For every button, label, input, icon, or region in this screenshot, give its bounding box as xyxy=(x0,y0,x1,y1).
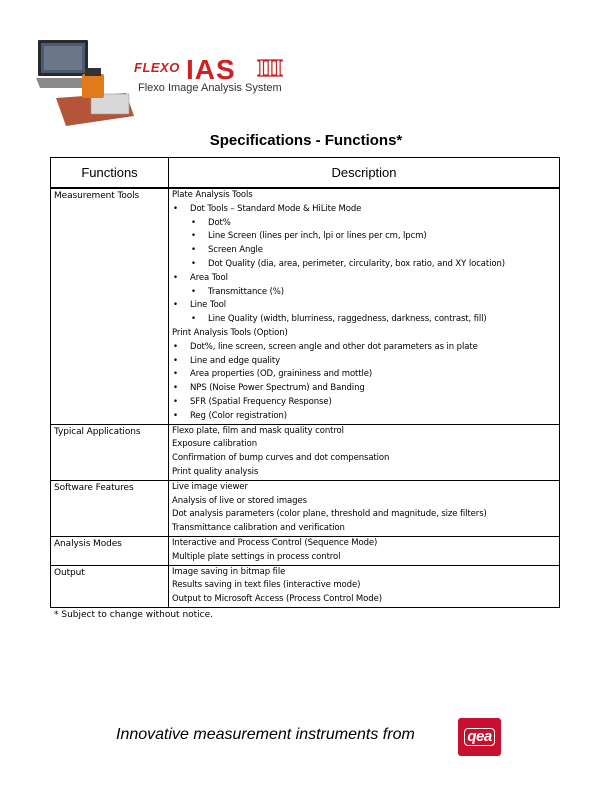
table-row xyxy=(51,536,560,565)
table-body xyxy=(51,188,560,607)
description-line: • Area properties (OD, graininess and mottle) xyxy=(172,368,556,382)
table-row xyxy=(51,565,560,607)
description-line: • Transmittance (%) xyxy=(172,286,556,300)
description-line: • Dot%, line screen, screen angle and other dot parameters as in plate xyxy=(172,341,556,355)
description-line: • Dot Quality (dia, area, perimeter, circularity, box ratio, and XY location) xyxy=(172,258,556,272)
description-line: Output to Microsoft Access (Process Control Mode) xyxy=(172,594,382,605)
description-line: Live image viewer xyxy=(172,481,248,492)
function-cell: Analysis Modes xyxy=(51,536,169,565)
camera-head xyxy=(82,74,104,98)
description-line: Flexo plate, film and mask quality control xyxy=(172,425,344,436)
page-title: Specifications - Functions* xyxy=(209,132,403,149)
description-line: • Dot% xyxy=(172,217,556,231)
table-row xyxy=(51,188,560,424)
footnote: * Subject to change without notice. xyxy=(54,610,214,620)
description-line: • SFR (Spatial Frequency Response) xyxy=(172,396,556,410)
description-line: Print quality analysis xyxy=(172,466,259,477)
logo-prefix: FLEXO xyxy=(134,60,180,75)
function-cell: Measurement Tools xyxy=(51,188,169,424)
product-photo xyxy=(36,38,136,128)
camera-top xyxy=(85,68,101,76)
description-line: Transmittance calibration and verification xyxy=(172,523,345,534)
description-line: • Line and edge quality xyxy=(172,355,556,369)
description-line: • Line Tool xyxy=(172,299,556,313)
logo-subtitle: Flexo Image Analysis System xyxy=(138,82,282,94)
column-header-functions: Functions xyxy=(51,158,169,189)
description-line: Confirmation of bump curves and dot compensation xyxy=(172,453,390,464)
description-line: • Line Screen (lines per inch, lpi or lines per cm, lpcm) xyxy=(172,230,556,244)
qea-logo xyxy=(458,718,501,756)
description-line: Interactive and Process Control (Sequence Mode) xyxy=(172,537,378,548)
description-line: • Area Tool xyxy=(172,272,556,286)
description-line: Multiple plate settings in process control xyxy=(172,551,341,562)
brand-name: qea xyxy=(464,728,494,746)
description-line: • Dot Tools – Standard Mode & HiLite Mode xyxy=(172,203,556,217)
description-line: Analysis of live or stored images xyxy=(172,495,307,506)
laptop-display-image xyxy=(44,46,82,70)
spec-table xyxy=(50,157,560,608)
table-row xyxy=(51,480,560,536)
description-cell xyxy=(169,536,560,565)
description-cell xyxy=(169,424,560,480)
description-line: Image saving in bitmap file xyxy=(172,566,286,577)
description-line: Results saving in text files (interactive mode) xyxy=(172,580,361,591)
description-cell xyxy=(169,480,560,536)
function-cell: Output xyxy=(51,565,169,607)
function-cell: Software Features xyxy=(51,480,169,536)
description-line: • Reg (Color registration) xyxy=(172,410,556,424)
description-cell xyxy=(169,188,560,424)
description-line: • Line Quality (width, blurriness, raggedness, darkness, contrast, fill) xyxy=(172,313,556,327)
description-line: • Screen Angle xyxy=(172,244,556,258)
description-line: Exposure calibration xyxy=(172,439,258,450)
tagline: Innovative measurement instruments from xyxy=(116,726,415,743)
logo-main: IAS xyxy=(186,54,236,85)
description-line: Print Analysis Tools (Option) xyxy=(172,327,288,338)
product-logo xyxy=(134,54,309,100)
function-cell: Typical Applications xyxy=(51,424,169,480)
description-line: • NPS (Noise Power Spectrum) and Banding xyxy=(172,382,556,396)
description-line: Dot analysis parameters (color plane, threshold and magnitude, size filters) xyxy=(172,509,487,520)
description-cell xyxy=(169,565,560,607)
logo-roman: III xyxy=(257,56,283,82)
table-row xyxy=(51,424,560,480)
table-header-row xyxy=(51,158,560,189)
description-line: Plate Analysis Tools xyxy=(172,190,253,200)
column-header-description: Description xyxy=(169,158,560,189)
